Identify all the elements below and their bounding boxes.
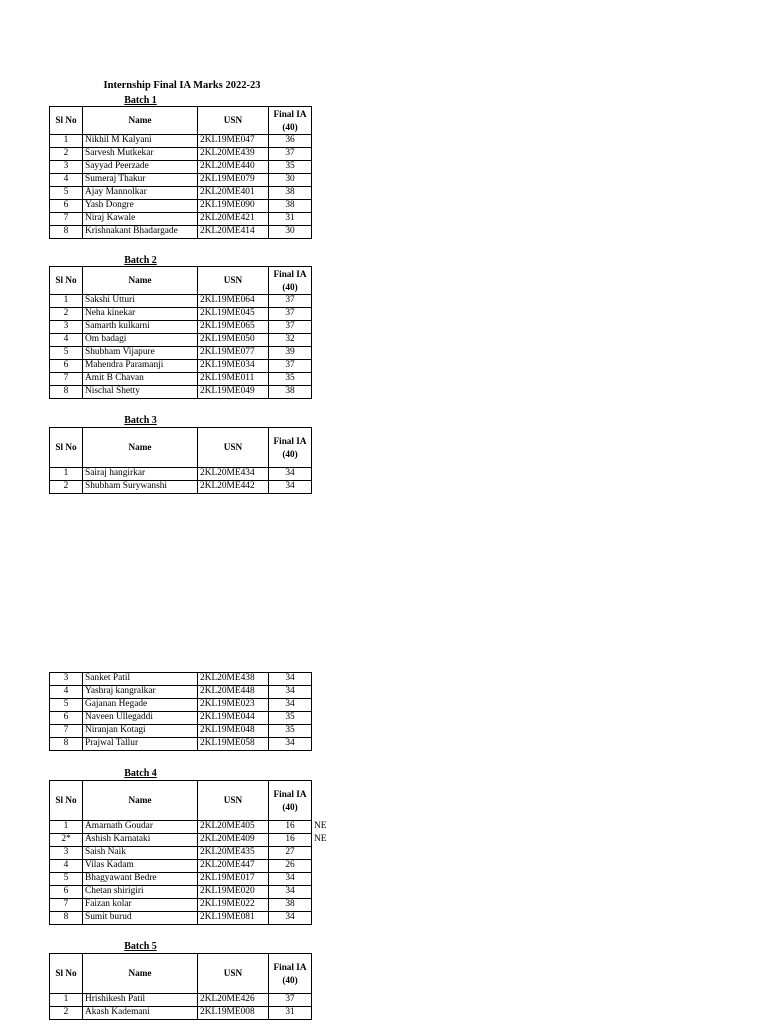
batch-5-title: Batch 5 xyxy=(124,941,157,952)
usn-cell: 2KL20ME434 xyxy=(198,468,269,481)
sl-no-cell: 1 xyxy=(50,994,83,1007)
final-ia-cell: 38 xyxy=(269,899,312,912)
usn-cell: 2KL19ME034 xyxy=(198,360,269,373)
name-cell: Chetan shirigiri xyxy=(83,886,198,899)
sl-no-cell: 8 xyxy=(50,738,83,751)
final-ia-cell: 34 xyxy=(269,468,312,481)
table-row xyxy=(50,334,312,347)
usn-cell: 2KL19ME050 xyxy=(198,334,269,347)
name-cell: Sanket Patil xyxy=(83,673,198,686)
sl-no-cell: 6 xyxy=(50,200,83,213)
name-cell: Yashraj kangralkar xyxy=(83,686,198,699)
final-ia-cell: 31 xyxy=(269,1007,312,1020)
name-cell: Faizan kolar xyxy=(83,899,198,912)
sl-no-cell: 4 xyxy=(50,686,83,699)
usn-cell: 2KL19ME065 xyxy=(198,321,269,334)
sl-no-cell: 3 xyxy=(50,321,83,334)
column-header-final-ia xyxy=(269,428,312,468)
sl-no-cell: 5 xyxy=(50,347,83,360)
usn-cell: 2KL20ME435 xyxy=(198,847,269,860)
header-row xyxy=(50,954,312,994)
final-ia-cell: 39 xyxy=(269,347,312,360)
usn-cell: 2KL19ME017 xyxy=(198,873,269,886)
name-cell: Sairaj hangirkar xyxy=(83,468,198,481)
sl-no-cell: 4 xyxy=(50,334,83,347)
column-header-final-ia xyxy=(269,107,312,135)
final-ia-cell: 26 xyxy=(269,860,312,873)
name-cell: Neha kinekar xyxy=(83,308,198,321)
table-row xyxy=(50,213,312,226)
final-ia-cell: 35 xyxy=(269,161,312,174)
name-cell: Prajwal Tallur xyxy=(83,738,198,751)
name-cell: Niranjan Kotagi xyxy=(83,725,198,738)
final-ia-cell: 38 xyxy=(269,200,312,213)
usn-cell: 2KL19ME077 xyxy=(198,347,269,360)
final-ia-cell: 34 xyxy=(269,873,312,886)
table-row xyxy=(50,295,312,308)
usn-cell: 2KL20ME440 xyxy=(198,161,269,174)
remark-cell xyxy=(312,873,336,886)
final-ia-max: (40) xyxy=(282,974,298,985)
name-cell: Naveen Ullegaddi xyxy=(83,712,198,725)
name-cell: Sarvesh Mutkekar xyxy=(83,148,198,161)
sl-no-cell: 4 xyxy=(50,174,83,187)
remark-cell xyxy=(312,847,336,860)
name-cell: Shubham Vijapure xyxy=(83,347,198,360)
batch-2-title: Batch 2 xyxy=(124,255,157,266)
final-ia-cell: 37 xyxy=(269,360,312,373)
sl-no-cell: 3 xyxy=(50,847,83,860)
batch-5-table xyxy=(49,953,312,1020)
final-ia-cell: 34 xyxy=(269,738,312,751)
batch-4-table xyxy=(49,780,336,925)
name-cell: Nischal Shetty xyxy=(83,386,198,399)
sl-no-cell: 4 xyxy=(50,860,83,873)
column-header-final-ia xyxy=(269,267,312,295)
name-cell: Sakshi Utturi xyxy=(83,295,198,308)
name-cell: Nikhil M Kalyani xyxy=(83,135,198,148)
sl-no-cell: 2 xyxy=(50,148,83,161)
table-row xyxy=(50,873,336,886)
table-row xyxy=(50,847,336,860)
final-ia-cell: 37 xyxy=(269,994,312,1007)
table-row xyxy=(50,686,312,699)
name-cell: Samarth kulkarni xyxy=(83,321,198,334)
usn-cell: 2KL20ME405 xyxy=(198,821,269,834)
final-ia-cell: 34 xyxy=(269,686,312,699)
header-row xyxy=(50,428,312,468)
column-header-sl-no: Sl No xyxy=(50,107,83,135)
table-row xyxy=(50,912,336,925)
sl-no-cell: 6 xyxy=(50,886,83,899)
sl-no-cell: 7 xyxy=(50,725,83,738)
usn-cell: 2KL19ME049 xyxy=(198,386,269,399)
table-row xyxy=(50,834,336,847)
name-cell: Sayyad Peerzade xyxy=(83,161,198,174)
final-ia-cell: 16 xyxy=(269,834,312,847)
final-ia-cell: 32 xyxy=(269,334,312,347)
header-note-spacer xyxy=(312,781,336,821)
batch-2-table xyxy=(49,266,312,399)
table-row xyxy=(50,200,312,213)
header-row xyxy=(50,267,312,295)
table-row xyxy=(50,899,336,912)
final-ia-cell: 31 xyxy=(269,213,312,226)
final-ia-max: (40) xyxy=(282,448,298,459)
column-header-name: Name xyxy=(83,107,198,135)
sl-no-cell: 1 xyxy=(50,821,83,834)
name-cell: Amarnath Goudar xyxy=(83,821,198,834)
document-title: Internship Final IA Marks 2022-23 xyxy=(103,80,261,91)
name-cell: Saish Naik xyxy=(83,847,198,860)
remark-cell xyxy=(312,860,336,873)
table-row xyxy=(50,673,312,686)
usn-cell: 2KL19ME020 xyxy=(198,886,269,899)
final-ia-cell: 37 xyxy=(269,295,312,308)
sl-no-cell: 5 xyxy=(50,873,83,886)
batch-1-title: Batch 1 xyxy=(124,95,157,106)
name-cell: Mahendra Paramanji xyxy=(83,360,198,373)
final-ia-cell: 16 xyxy=(269,821,312,834)
column-header-usn: USN xyxy=(198,781,269,821)
usn-cell: 2KL20ME448 xyxy=(198,686,269,699)
sl-no-cell: 7 xyxy=(50,213,83,226)
final-ia-cell: 37 xyxy=(269,308,312,321)
final-ia-cell: 27 xyxy=(269,847,312,860)
remark-cell xyxy=(312,899,336,912)
table-row xyxy=(50,481,312,494)
name-cell: Vilas Kadam xyxy=(83,860,198,873)
column-header-usn: USN xyxy=(198,107,269,135)
name-cell: Yash Dongre xyxy=(83,200,198,213)
usn-cell: 2KL19ME023 xyxy=(198,699,269,712)
table-row xyxy=(50,699,312,712)
sl-no-cell: 6 xyxy=(50,360,83,373)
name-cell: Gajanan Hegade xyxy=(83,699,198,712)
usn-cell: 2KL19ME081 xyxy=(198,912,269,925)
table-row xyxy=(50,860,336,873)
remark-cell: NE xyxy=(314,834,327,845)
column-header-sl-no: Sl No xyxy=(50,267,83,295)
final-ia-label: Final IA xyxy=(273,788,307,799)
table-row xyxy=(50,468,312,481)
table-row xyxy=(50,360,312,373)
usn-cell: 2KL19ME047 xyxy=(198,135,269,148)
sl-no-cell: 6 xyxy=(50,712,83,725)
name-cell: Bhagyawant Bedre xyxy=(83,873,198,886)
usn-cell: 2KL19ME064 xyxy=(198,295,269,308)
usn-cell: 2KL20ME438 xyxy=(198,673,269,686)
batch-3-table xyxy=(49,427,312,494)
table-row xyxy=(50,174,312,187)
sl-no-cell: 3 xyxy=(50,161,83,174)
batch-1-table xyxy=(49,106,312,239)
final-ia-cell: 35 xyxy=(269,725,312,738)
table-row xyxy=(50,386,312,399)
column-header-usn: USN xyxy=(198,428,269,468)
column-header-name: Name xyxy=(83,954,198,994)
final-ia-cell: 35 xyxy=(269,373,312,386)
usn-cell: 2KL20ME447 xyxy=(198,860,269,873)
name-cell: Shubham Surywanshi xyxy=(83,481,198,494)
name-cell: Sumeraj Thakur xyxy=(83,174,198,187)
usn-cell: 2KL19ME090 xyxy=(198,200,269,213)
usn-cell: 2KL19ME008 xyxy=(198,1007,269,1020)
column-header-sl-no: Sl No xyxy=(50,781,83,821)
final-ia-label: Final IA xyxy=(273,108,307,119)
usn-cell: 2KL20ME426 xyxy=(198,994,269,1007)
usn-cell: 2KL20ME439 xyxy=(198,148,269,161)
column-header-usn: USN xyxy=(198,954,269,994)
usn-cell: 2KL19ME048 xyxy=(198,725,269,738)
column-header-name: Name xyxy=(83,428,198,468)
usn-cell: 2KL19ME044 xyxy=(198,712,269,725)
final-ia-max: (40) xyxy=(282,281,298,292)
sl-no-cell: 8 xyxy=(50,912,83,925)
name-cell: Hrishikesh Patil xyxy=(83,994,198,1007)
table-row xyxy=(50,712,312,725)
final-ia-cell: 37 xyxy=(269,321,312,334)
usn-cell: 2KL19ME022 xyxy=(198,899,269,912)
name-cell: Sumit burud xyxy=(83,912,198,925)
sl-no-cell: 1 xyxy=(50,468,83,481)
column-header-name: Name xyxy=(83,781,198,821)
table-row xyxy=(50,821,336,834)
final-ia-cell: 34 xyxy=(269,912,312,925)
final-ia-cell: 38 xyxy=(269,187,312,200)
header-row xyxy=(50,781,336,821)
usn-cell: 2KL20ME409 xyxy=(198,834,269,847)
sl-no-cell: 5 xyxy=(50,187,83,200)
final-ia-cell: 34 xyxy=(269,481,312,494)
table-row xyxy=(50,725,312,738)
sl-no-cell: 3 xyxy=(50,673,83,686)
table-row xyxy=(50,135,312,148)
table-row xyxy=(50,161,312,174)
column-header-final-ia xyxy=(269,781,312,821)
batch-3-title: Batch 3 xyxy=(124,415,157,426)
name-cell: Akash Kademani xyxy=(83,1007,198,1020)
table-row xyxy=(50,226,312,239)
table-row xyxy=(50,373,312,386)
final-ia-max: (40) xyxy=(282,801,298,812)
final-ia-cell: 34 xyxy=(269,699,312,712)
batch-4-title: Batch 4 xyxy=(124,768,157,779)
final-ia-cell: 34 xyxy=(269,886,312,899)
column-header-sl-no: Sl No xyxy=(50,428,83,468)
usn-cell: 2KL20ME414 xyxy=(198,226,269,239)
final-ia-cell: 34 xyxy=(269,673,312,686)
final-ia-label: Final IA xyxy=(273,961,307,972)
name-cell: Ajay Mannolkar xyxy=(83,187,198,200)
column-header-sl-no: Sl No xyxy=(50,954,83,994)
final-ia-cell: 30 xyxy=(269,174,312,187)
table-row xyxy=(50,347,312,360)
final-ia-max: (40) xyxy=(282,121,298,132)
sl-no-cell: 8 xyxy=(50,386,83,399)
table-row xyxy=(50,321,312,334)
usn-cell: 2KL20ME421 xyxy=(198,213,269,226)
sl-no-cell: 2 xyxy=(50,308,83,321)
remark-cell xyxy=(312,912,336,925)
usn-cell: 2KL19ME058 xyxy=(198,738,269,751)
final-ia-cell: 36 xyxy=(269,135,312,148)
sl-no-cell: 1 xyxy=(50,295,83,308)
usn-cell: 2KL20ME401 xyxy=(198,187,269,200)
sl-no-cell: 8 xyxy=(50,226,83,239)
table-row xyxy=(50,738,312,751)
usn-cell: 2KL20ME442 xyxy=(198,481,269,494)
name-cell: Ashish Karnataki xyxy=(83,834,198,847)
column-header-name: Name xyxy=(83,267,198,295)
final-ia-cell: 37 xyxy=(269,148,312,161)
name-cell: Krishnakant Bhadargade xyxy=(83,226,198,239)
final-ia-label: Final IA xyxy=(273,435,307,446)
usn-cell: 2KL19ME011 xyxy=(198,373,269,386)
batch-3-continued-table xyxy=(49,672,312,751)
final-ia-cell: 30 xyxy=(269,226,312,239)
final-ia-label: Final IA xyxy=(273,268,307,279)
table-row xyxy=(50,994,312,1007)
usn-cell: 2KL19ME045 xyxy=(198,308,269,321)
sl-no-cell: 1 xyxy=(50,135,83,148)
table-row xyxy=(50,1007,312,1020)
name-cell: Om badagi xyxy=(83,334,198,347)
usn-cell: 2KL19ME079 xyxy=(198,174,269,187)
final-ia-cell: 35 xyxy=(269,712,312,725)
sl-no-cell: 2 xyxy=(50,1007,83,1020)
column-header-usn: USN xyxy=(198,267,269,295)
sl-no-cell: 7 xyxy=(50,373,83,386)
column-header-final-ia xyxy=(269,954,312,994)
table-row xyxy=(50,886,336,899)
table-row xyxy=(50,308,312,321)
table-row xyxy=(50,148,312,161)
table-row xyxy=(50,187,312,200)
sl-no-cell: 7 xyxy=(50,899,83,912)
sl-no-cell: 2* xyxy=(50,834,83,847)
header-row xyxy=(50,107,312,135)
name-cell: Niraj Kawale xyxy=(83,213,198,226)
remark-cell xyxy=(312,886,336,899)
sl-no-cell: 2 xyxy=(50,481,83,494)
final-ia-cell: 38 xyxy=(269,386,312,399)
name-cell: Amit B Chavan xyxy=(83,373,198,386)
remark-cell: NE xyxy=(314,821,327,832)
sl-no-cell: 5 xyxy=(50,699,83,712)
